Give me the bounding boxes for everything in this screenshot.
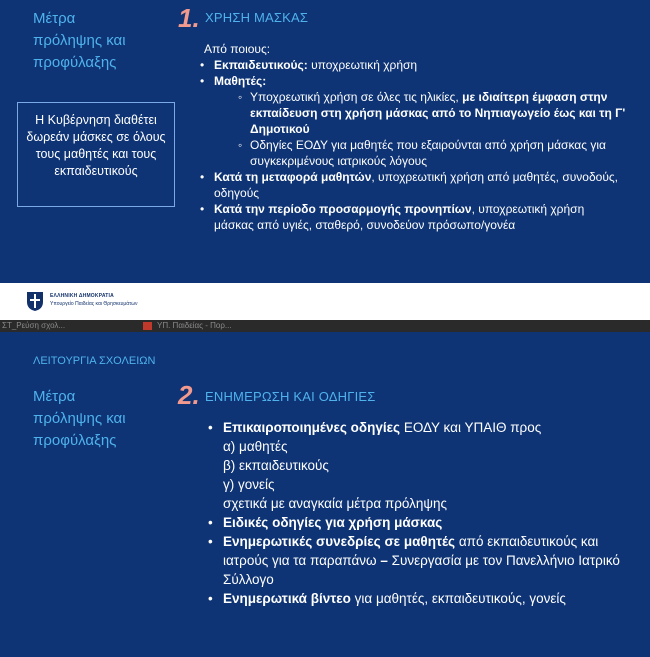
taskbar-item[interactable]: ΣΤ_Ρεύση σχολ... [2,321,66,330]
taskbar-item[interactable]: ΥΠ. Παιδείας - Πορ... [157,321,232,330]
section-heading: ΧΡΗΣΗ ΜΑΣΚΑΣ [205,10,309,25]
slide-2 [0,332,650,657]
app-icon [143,322,152,330]
list-item: • Ενημερωτικά βίντεο για μαθητές, εκπαιδευτικούς, γονείς [205,589,625,608]
list-item: • Επικαιροποιημένες οδηγίες ΕΟΔΥ και ΥΠΑΙΘ προς α) μαθητές β) εκπαιδευτικούς γ) γονείς σχετικά με αναγκαία μέτρα πρόληψης [205,418,625,513]
list-item: • Ενημερωτικές συνεδρίες σε μαθητές από εκπαιδευτικούς και ιατρούς για τα παραπάνω – Συνεργασία με τον Πανελλήνιο Ιατρικό Σύλλογο [205,532,625,589]
intro-line: Από ποιους: [204,42,271,56]
sub-list-item: ◦ Υποχρεωτική χρήση σε όλες τις ηλικίες, με ιδιαίτερη έμφαση στην εκπαίδευση στη χρήση μάσκας από το Νηπιαγωγείο έως και τη Γ' Δημοτικού [214,89,626,137]
side-title: Μέτρα πρόληψης και προφύλαξης [33,388,126,449]
list-item: • Κατά την περίοδο προσαρμογής προνηπίων, υποχρεωτική χρήση μάσκας από υγιές, σταθερό, συνοδεύον πρόσωπο/γονέα [196,201,626,233]
government-masks-box: Η Κυβέρνηση διαθέτει δωρεάν μάσκες σε όλους τους μαθητές και τους εκπαιδευτικούς [17,102,175,207]
greek-coat-of-arms-icon [25,290,45,312]
section-label: ΛΕΙΤΟΥΡΓΙΑ ΣΧΟΛΕΙΩΝ [33,355,156,367]
section-number: 2. [178,380,200,410]
sub-list-item: ◦ Οδηγίες ΕΟΔΥ για μαθητές που εξαιρούνται από χρήση μάσκας για συγκεκριμένους ιατρικούς λόγους [214,137,626,169]
slide-footer [0,283,650,320]
side-title: Μέτρα πρόληψης και προφύλαξης [33,10,126,71]
taskbar [0,320,650,332]
section-heading: ΕΝΗΜΕΡΩΣΗ ΚΑΙ ΟΔΗΓΙΕΣ [205,389,376,404]
list-item: • Μαθητές: ◦ Υποχρεωτική χρήση σε όλες τις ηλικίες, με ιδιαίτερη έμφαση στην εκπαίδευση στη χρήση μάσκας από το Νηπιαγωγείο έως και τη Γ' Δημοτικού ◦ Οδηγίες ΕΟΔΥ για μαθητές που εξαιρούνται από χρήση μάσκας για συγκεκριμένους ιατρικούς λόγους [196,73,626,169]
section-number: 1. [178,3,200,33]
slide1-content [196,41,626,233]
footer-org: ΕΛΛΗΝΙΚΗ ΔΗΜΟΚΡΑΤΙΑ [50,293,114,299]
list-item: • Κατά τη μεταφορά μαθητών, υποχρεωτική χρήση από μαθητές, συνοδούς, οδηγούς [196,169,626,201]
list-item: • Ειδικές οδηγίες για χρήση μάσκας [205,513,625,532]
list-item: • Εκπαιδευτικούς: υποχρεωτική χρήση [196,57,626,73]
slide2-content [205,418,625,608]
slide-1 [0,0,650,283]
footer-ministry: Υπουργείο Παιδείας και Θρησκευμάτων [50,301,138,307]
